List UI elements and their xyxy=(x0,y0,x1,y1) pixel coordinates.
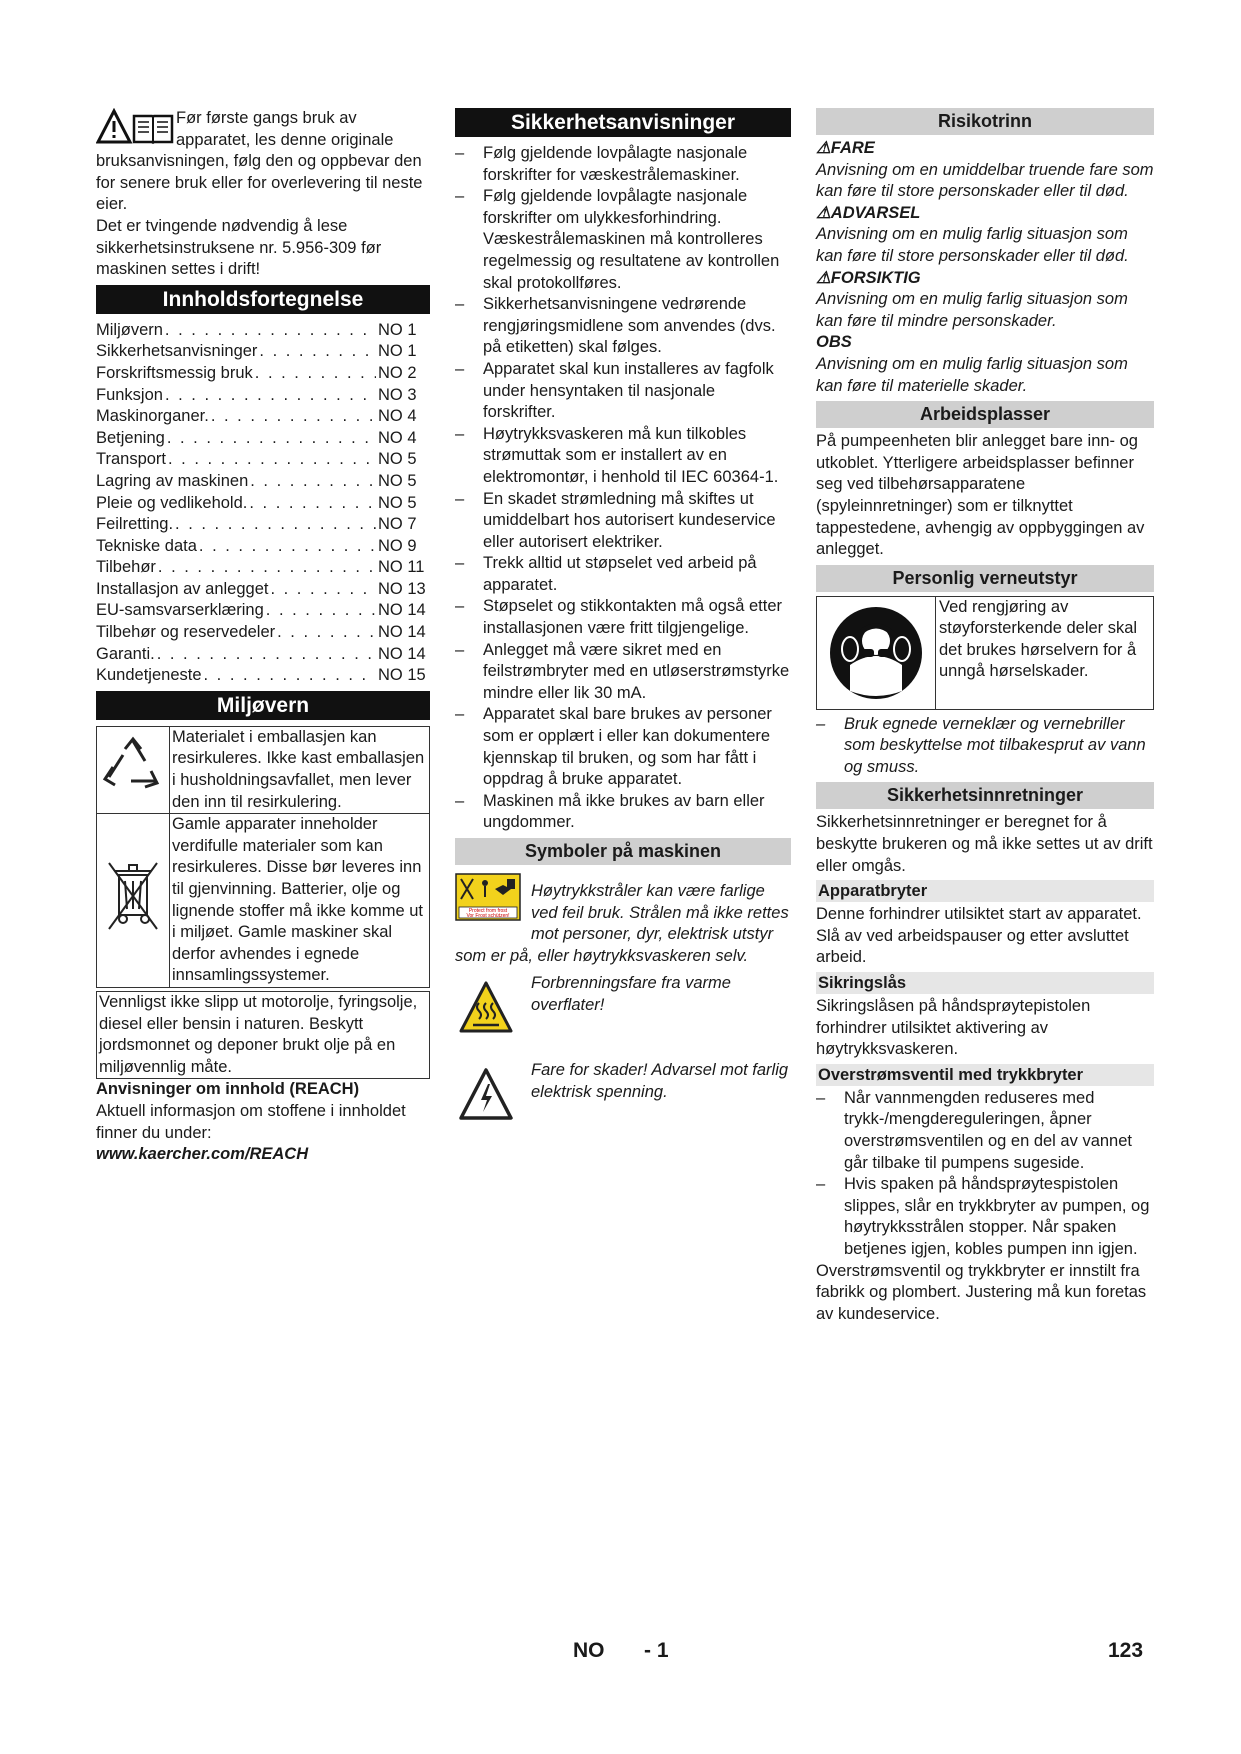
risk-heading: Risikotrinn xyxy=(816,108,1154,135)
toc-leader xyxy=(249,493,376,515)
list-item: – Følg gjeldende lovpålagte nasjonale forskrifter om ulykkesforhindring. Væskestrålemaskinen må kontrolleres regelmessig og resultatene av kontrollen skal protokollføres. xyxy=(455,186,791,294)
intro xyxy=(96,108,430,281)
toc-item[interactable] xyxy=(96,600,430,622)
list-item: – Anlegget må være sikret med en feilstrømbryter med en utløserstrømstyrke mindre eller lik 30 mA. xyxy=(455,640,791,705)
lock-heading: Sikringslås xyxy=(816,972,1154,994)
toc-item[interactable] xyxy=(96,471,430,493)
switch-heading: Apparatbryter xyxy=(816,880,1154,902)
toc-leader xyxy=(259,341,376,363)
toc-heading: Innholdsfortegnelse xyxy=(96,285,430,314)
svg-text:Vor Frost schützen!: Vor Frost schützen! xyxy=(466,913,510,919)
toc-leader xyxy=(165,320,376,342)
toc-item-label: Betjening xyxy=(96,428,165,447)
env-heading: Miljøvern xyxy=(96,691,430,720)
toc-list xyxy=(96,320,430,687)
toc-leader xyxy=(167,428,376,450)
risk-level xyxy=(816,138,1154,203)
toc-item[interactable] xyxy=(96,665,430,687)
hot-surface-icon xyxy=(459,981,513,1042)
list-item: – Trekk alltid ut støpselet ved arbeid på apparatet. xyxy=(455,553,791,596)
toc-leader xyxy=(250,471,376,493)
toc-item-page: NO 14 xyxy=(378,644,426,663)
safety-list xyxy=(455,143,791,834)
toc-item-label: Transport xyxy=(96,450,166,469)
toc-item[interactable] xyxy=(96,406,430,428)
list-item: – Sikkerhetsanvisningene vedrørende rengjøringsmidlene som anvendes (dvs. på etiketten) skal følges. xyxy=(455,294,791,359)
list-item: – Apparatet skal bare brukes av personer som er opplært i eller kan dokumentere kjennskap til bruken, og som har fått i oppdrag å bruke apparatet. xyxy=(455,704,791,790)
symbols-heading: Symboler på maskinen xyxy=(455,838,791,865)
toc-item[interactable] xyxy=(96,385,430,407)
toc-item[interactable] xyxy=(96,341,430,363)
toc-item-label: Funksjon xyxy=(96,385,163,404)
toc-item-page: NO 7 xyxy=(378,515,417,534)
toc-item-page: NO 5 xyxy=(378,493,417,512)
column-3 xyxy=(816,108,1154,1325)
symbol-hot-text: Forbrenningsfare fra varme overflater! xyxy=(531,974,731,1014)
recycle-icon-cell xyxy=(97,726,170,813)
svg-text:Protect from frost: Protect from frost xyxy=(468,908,508,914)
toc-leader xyxy=(255,363,376,385)
toc-item-page: NO 15 xyxy=(378,666,426,685)
toc-leader xyxy=(211,406,376,428)
page-number: 123 xyxy=(1108,1639,1144,1662)
toc-item-page: NO 14 xyxy=(378,601,426,620)
valve-heading: Overstrømsventil med trykkbryter xyxy=(816,1064,1154,1086)
list-item: – Bruk egnede verneklær og vernebriller som beskyttelse mot tilbakesprut av vann og smuss. xyxy=(816,714,1154,779)
toc-item[interactable] xyxy=(96,536,430,558)
ppe-box-text: Ved rengjøring av støyforsterkende deler skal det brukes hørselvern for å unngå hørselskader. xyxy=(939,597,1138,681)
list-item: – Maskinen må ikke brukes av barn eller ungdommer. xyxy=(455,791,791,834)
warning-triangle-icon: ⚠ xyxy=(816,203,831,222)
risk-level-text: Anvisning om en mulig farlig situasjon som kan føre til materielle skader. xyxy=(816,354,1128,395)
risk-level-name: ⚠FARE xyxy=(816,139,875,157)
toc-item-page: NO 13 xyxy=(378,579,426,598)
intro-text-1: Før første gangs bruk av apparatet, les denne originale bruksanvisningen, følg den og oppbevar den for senere bruk eller for overlevering til neste eier. xyxy=(96,109,423,214)
toc-item-label: Forskriftsmessig bruk xyxy=(96,363,253,382)
risk-level-text: Anvisning om en mulig farlig situasjon som kan føre til store personskader eller til død. xyxy=(816,225,1129,265)
risk-level-name: ⚠FORSIKTIG xyxy=(816,268,921,287)
recycle-icon xyxy=(101,735,165,799)
intro-text-2: Det er tvingende nødvendig å lese sikkerhetsinstruksene nr. 5.956-309 før maskinen settes i drift! xyxy=(96,216,382,279)
symbol-row-hot xyxy=(455,973,791,1042)
warning-triangle-icon: ⚠ xyxy=(816,139,831,157)
toc-leader xyxy=(277,622,376,644)
toc-leader xyxy=(175,514,376,536)
symbol-electric-text: Fare for skader! Advarsel mot farlig elektrisk spenning. xyxy=(531,1060,789,1101)
toc-item-label: Maskinorganer. xyxy=(96,407,209,426)
list-item: – Høytrykksvaskeren må kun tilkobles strømuttak som er installert av en elektromontør, i henhold til IEC 60364-1. xyxy=(455,424,791,489)
toc-item[interactable] xyxy=(96,449,430,471)
valve-list xyxy=(816,1088,1154,1261)
column-2 xyxy=(455,108,791,1129)
toc-item-label: Tilbehør xyxy=(96,558,156,577)
ppe-list xyxy=(816,714,1154,779)
toc-item-label: Sikkerhetsanvisninger xyxy=(96,342,258,361)
toc-item-page: NO 4 xyxy=(378,407,417,426)
toc-item-label: Feilretting. xyxy=(96,515,174,534)
toc-item[interactable] xyxy=(96,579,430,601)
weee-icon-cell xyxy=(97,814,170,988)
risk-level xyxy=(816,268,1154,333)
toc-item-page: NO 1 xyxy=(378,342,417,361)
work-text: På pumpeenheten blir anlegget bare inn- og utkoblet. Ytterligere arbeidsplasser befinner seg ved tilbehørsapparatene (spyleinnretninger) som er tilknyttet tappestedene, avhengig av oppbyggingen av anlegget. xyxy=(816,432,1145,559)
footer-sub: - 1 xyxy=(644,1639,669,1662)
toc-leader xyxy=(199,536,376,558)
toc-item-label: Lagring av maskinen xyxy=(96,471,249,490)
list-item: – En skadet strømledning må skiftes ut umiddelbart hos autorisert kundeservice eller autorisert elektriker. xyxy=(455,489,791,554)
toc-item[interactable] xyxy=(96,622,430,644)
toc-item[interactable] xyxy=(96,493,430,515)
weee-text: Gamle apparater inneholder verdifulle materialer som kan resirkuleres. Disse bør leveres inn til gjenvinning. Batterier, olje og lignende stoffer må ikke komme ut i miljøet. Gamle maskiner skal derfor avhendes i egnede innsamlingssystemer. xyxy=(170,814,430,988)
toc-item[interactable] xyxy=(96,363,430,385)
lock-text: Sikringslåsen på håndsprøytepistolen forhindrer utilsiktet aktivering av høytrykksvaskeren. xyxy=(816,997,1091,1059)
warning-triangle-icon: ⚠ xyxy=(816,268,831,287)
toc-leader xyxy=(165,385,376,407)
symbol-jet-text: Høytrykkstråler kan være farlige ved feil bruk. Strålen må ikke rettes mot personer, dyr, elektrisk utstyr som er på, eller høytrykksvaskeren selv. xyxy=(455,882,789,965)
toc-item[interactable] xyxy=(96,320,430,342)
list-item: – Apparatet skal kun installeres av fagfolk under hensyntaken til nasjonale forskrifter. xyxy=(455,359,791,424)
risk-level-text: Anvisning om en mulig farlig situasjon som kan føre til mindre personskader. xyxy=(816,290,1128,330)
warning-manual-icon xyxy=(96,108,174,148)
symbol-row-jet xyxy=(455,873,791,967)
toc-item[interactable] xyxy=(96,644,430,666)
risk-level xyxy=(816,332,1154,397)
toc-item-label: Tekniske data xyxy=(96,536,197,555)
risk-level-text: Anvisning om en umiddelbar truende fare som kan føre til store personskader eller til død. xyxy=(816,160,1154,201)
crossed-bin-icon xyxy=(105,857,161,937)
toc-item-page: NO 1 xyxy=(378,320,417,339)
devices-intro: Sikkerhetsinnretninger er beregnet for å beskytte brukeren og må ikke settes ut av drift eller omgås. xyxy=(816,813,1153,875)
ppe-heading: Personlig verneutstyr xyxy=(816,565,1154,592)
toc-item-page: NO 5 xyxy=(378,450,417,469)
toc-leader xyxy=(266,600,376,622)
risk-level-name: OBS xyxy=(816,333,852,352)
toc-item-label: Garanti. xyxy=(96,644,155,663)
toc-item-page: NO 9 xyxy=(378,536,417,555)
toc-item-page: NO 5 xyxy=(378,471,417,490)
toc-item[interactable] xyxy=(96,557,430,579)
devices-heading: Sikkerhetsinnretninger xyxy=(816,782,1154,809)
toc-item-label: Installasjon av anlegget xyxy=(96,579,269,598)
reach-title: Anvisninger om innhold (REACH) xyxy=(96,1080,360,1099)
toc-item-label: EU-samsvarserklæring xyxy=(96,601,264,620)
ppe-box xyxy=(816,596,1154,710)
safety-heading: Sikkerhetsanvisninger xyxy=(455,108,791,137)
toc-item[interactable] xyxy=(96,428,430,450)
toc-item-page: NO 14 xyxy=(378,623,426,642)
toc-item-page: NO 3 xyxy=(378,385,417,404)
column-1 xyxy=(96,108,430,1166)
toc-leader xyxy=(204,665,376,687)
toc-item-label: Tilbehør og reservedeler xyxy=(96,623,276,642)
symbol-row-electric xyxy=(455,1060,791,1129)
oil-note: Vennligst ikke slipp ut motorolje, fyringsolje, diesel eller bensin i naturen. Beskytt jordsmonnet og deponer brukt olje på en miljøvennlig måte. xyxy=(96,991,430,1079)
switch-text: Denne forhindrer utilsiktet start av apparatet. Slå av ved arbeidspauser og etter avsluttet arbeid. xyxy=(816,905,1142,967)
toc-leader xyxy=(158,557,376,579)
valve-text: Overstrømsventil og trykkbryter er innstilt fra fabrikk og plombert. Justering må kun foretas av kundeservice. xyxy=(816,1261,1147,1323)
env-table xyxy=(96,726,430,988)
toc-leader xyxy=(157,644,376,666)
toc-item-page: NO 4 xyxy=(378,428,417,447)
reach-link[interactable]: www.kaercher.com/REACH xyxy=(96,1145,309,1164)
toc-item-label: Kundetjeneste xyxy=(96,666,202,685)
ear-protection-icon xyxy=(817,597,936,709)
list-item: – Støpselet og stikkontakten må også etter installasjonen være fritt tilgjengelige. xyxy=(455,596,791,639)
toc-item-page: NO 2 xyxy=(378,363,417,382)
list-item: – Når vannmengden reduseres med trykk-/mengdereguleringen, åpner overstrømsventilen og en del av vannet går tilbake til pumpens sugeside. xyxy=(816,1088,1154,1174)
toc-item-label: Pleie og vedlikehold. xyxy=(96,493,248,512)
electric-hazard-icon xyxy=(459,1068,513,1129)
recycle-text: Materialet i emballasjen kan resirkuleres. Ikke kast emballasjen i husholdningsavfallet, men lever den inn til resirkulering. xyxy=(170,726,430,813)
risk-level xyxy=(816,203,1154,268)
risk-level-name: ⚠ADVARSEL xyxy=(816,203,921,222)
intro-icons xyxy=(96,108,174,148)
toc-leader xyxy=(168,449,376,471)
footer-lang: NO xyxy=(573,1639,605,1662)
list-item: – Hvis spaken på håndsprøytespistolen slippes, slår en trykkbryter av pumpen, og høytrykksstrålen stopper. Når spaken betjenes igjen, kobles pumpen inn igjen. xyxy=(816,1174,1154,1260)
work-heading: Arbeidsplasser xyxy=(816,401,1154,428)
reach-text: Aktuell informasjon om stoffene i innholdet finner du under: xyxy=(96,1101,406,1142)
jet-warning-icon xyxy=(455,873,521,928)
toc-item-label: Miljøvern xyxy=(96,320,163,339)
toc-leader xyxy=(270,579,376,601)
toc-item[interactable] xyxy=(96,514,430,536)
toc-item-page: NO 11 xyxy=(378,558,425,577)
list-item: – Følg gjeldende lovpålagte nasjonale forskrifter for væskestrålemaskiner. xyxy=(455,143,791,186)
